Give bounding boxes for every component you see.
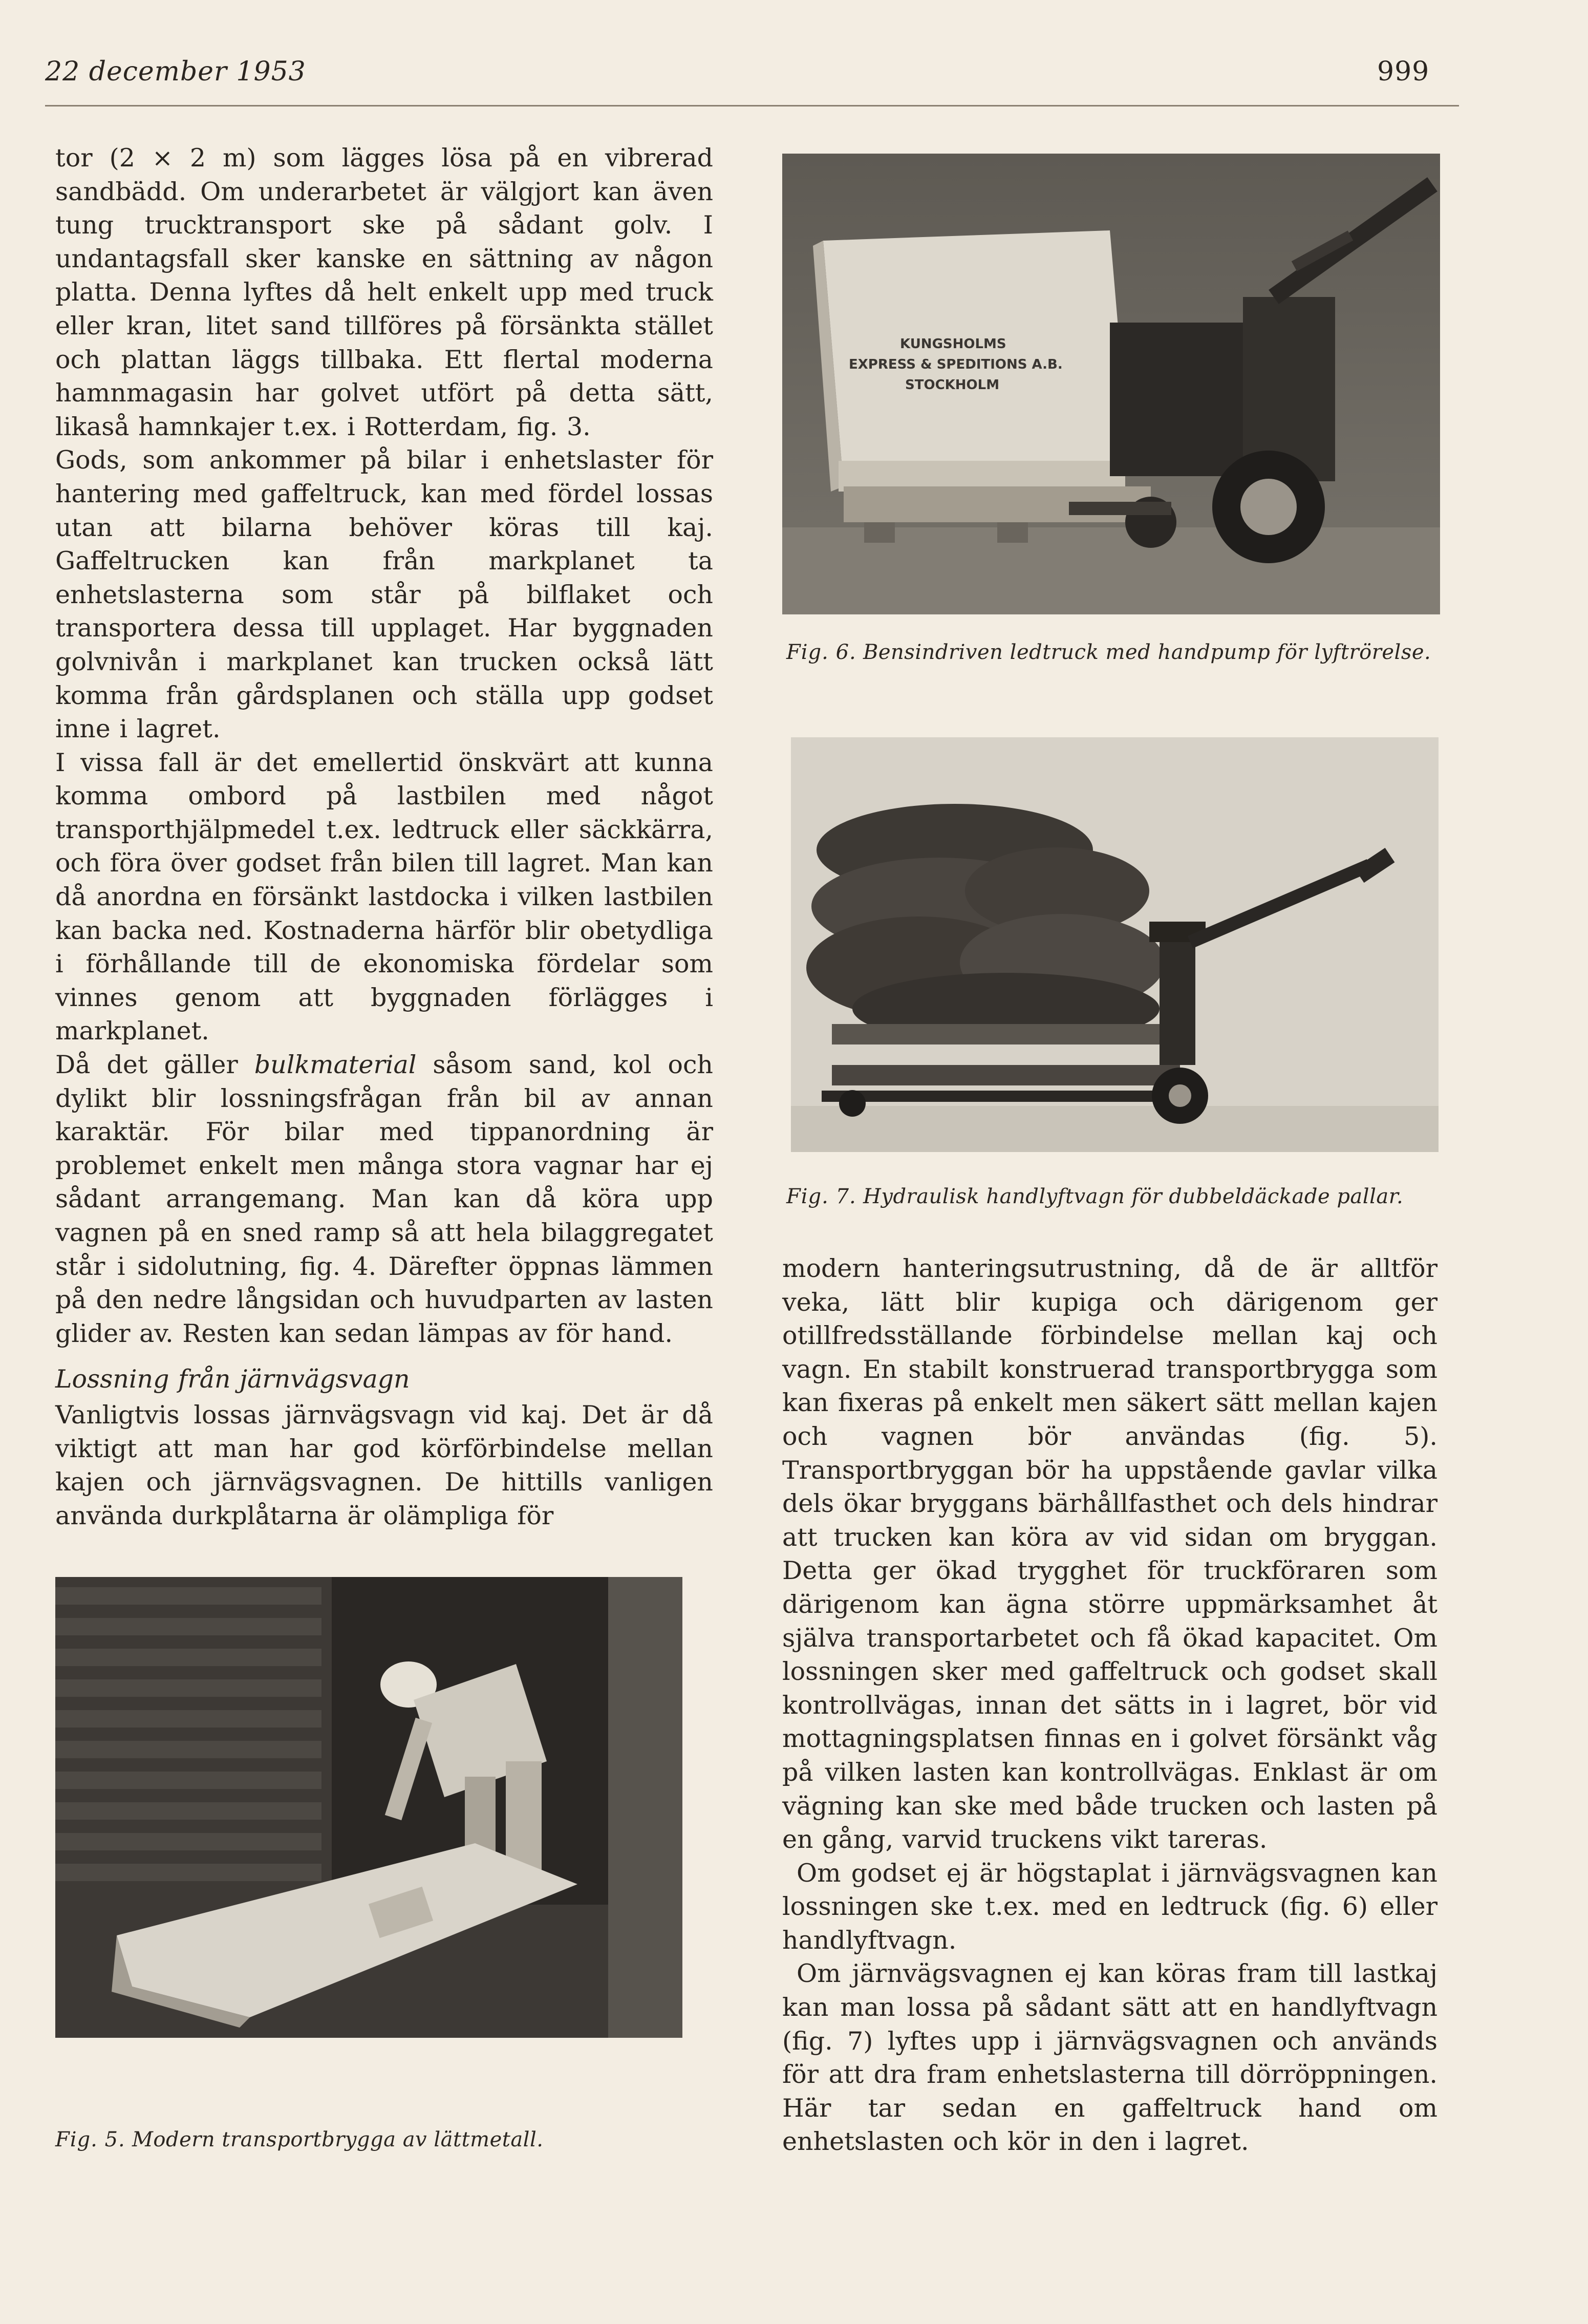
- fig6-image: [782, 154, 1440, 614]
- paragraph: tor (2 × 2 m) som lägges lösa på en vibrerad sandbädd. Om underarbetet är välgjort kan även tung trucktransport ske på sådant golv. I undantagsfall sker kanske en sättning av någon platta. Denna lyftes då helt enkelt upp med truck eller kran, litet sand tillföres på försänkta stället och plattan läggs tillbaka. Ett flertal moderna hamnmagasin har golvet utfört på detta sätt, likaså hamnkajer t.ex. i Rotterdam, fig. 3.: [55, 143, 713, 441]
- paragraph: modern hanteringsutrustning, då de är alltför veka, lätt blir kupiga och därigenom ger otillfredsställande förbindelse mellan kaj och vagn. En stabilt konstruerad transportbrygga som kan fixeras på enkelt men säkert sätt mellan kajen och vagnen bör användas (fig. 5). Transportbryggan bör ha uppstående gavlar vilka dels ökar bryggans bärhållfasthet och dels hindrar att trucken kan köra av vid sidan om bryggan. Detta ger ökad trygghet för truckföraren som därigenom kan ägna större uppmärksamhet åt själva transportarbetet och få ökad kapacitet. Om lossningen sker med gaffeltruck och godset skall kontrollvägas, innan det sätts in i lagret, bör vid mottagningsplatsen finnas en i golvet försänkt våg på vilken lasten kan kontrollvägas. Enklast är om vägning kan ske med både trucken och lasten på en gång, varvid truckens vikt tareras.: [782, 1254, 1437, 1854]
- fig7-label: Fig. 7.: [786, 1185, 856, 1208]
- fig6-caption: [786, 637, 1436, 667]
- right-column-text: [782, 1252, 1437, 2159]
- fig5-image: [55, 1577, 682, 2038]
- crate-label-line2: EXPRESS & SPEDITIONS A.B.: [849, 357, 1063, 372]
- paragraph-bulk: [55, 1048, 713, 1350]
- fig5-caption: [55, 2125, 690, 2155]
- fig5-caption-text: Modern transportbrygga av lättmetall.: [132, 2128, 544, 2151]
- fig5-label: Fig. 5.: [55, 2128, 125, 2151]
- fig6-photo: [782, 154, 1440, 614]
- fig7-caption-text: Hydraulisk handlyftvagn för dubbeldäckade pallar.: [863, 1185, 1404, 1208]
- fig7-image: [791, 737, 1439, 1152]
- fig6-label: Fig. 6.: [786, 641, 856, 664]
- bulk-term: bulkmaterial: [254, 1050, 417, 1080]
- bulk-rest: såsom sand, kol och dylikt blir lossningsfrågan från bil av annan karaktär. För bilar med tippanordning är problemet enkelt men många stora vagnar har ej sådant arrangemang. Man kan då köra upp vagnen på en sned ramp så att hela bilaggregatet står i sidolutning, fig. 4. Därefter öppnas lämmen på den nedre långsidan och huvudparten av lasten glider av. Resten kan sedan lämpas av för hand.: [55, 1050, 713, 1348]
- page-number: 999: [1377, 56, 1430, 87]
- left-column-text: [55, 141, 713, 1532]
- paragraph: Vanligtvis lossas järnvägsvagn vid kaj. Det är då viktigt att man har god körförbindelse mellan kajen och järnvägsvagnen. De hittills vanligen använda durkplåtarna är olämpliga för: [55, 1400, 713, 1530]
- header-date: 22 december 1953: [45, 56, 306, 87]
- crate-label-line1: KUNGSHOLMS: [900, 336, 1006, 352]
- paragraph: I vissa fall är det emellertid önskvärt att kunna komma ombord på lastbilen med något transporthjälpmedel t.ex. ledtruck eller säckkärra, och föra över godset från bilen till lagret. Man kan då anordna en försänkt lastdocka i vilken lastbilen kan backa ned. Kostnaderna härför blir obetydliga i förhållande till de ekonomiska fördelar som vinnes genom att byggnaden förlägges i markplanet.: [55, 748, 713, 1046]
- fig7-photo: [791, 737, 1439, 1152]
- header-rule: [45, 105, 1459, 106]
- bulk-intro: Då det gäller: [55, 1050, 254, 1080]
- paragraph: Om godset ej är högstaplat i järnvägsvagnen kan lossningen ske t.ex. med en ledtruck (fig. 6) eller handlyftvagn.: [782, 1858, 1437, 1955]
- fig5-photo: [55, 1577, 682, 2038]
- fig7-caption: [786, 1182, 1436, 1211]
- section-heading: Lossning från järnvägsvagn: [55, 1364, 410, 1394]
- crate-label-line3: STOCKHOLM: [905, 377, 1000, 393]
- paragraph: Om järnvägsvagnen ej kan köras fram till lastkaj kan man lossa på sådant sätt att en handlyftvagn (fig. 7) lyftes upp i järnvägsvagnen och används för att dra fram enhetslasterna till dörröppningen. Här tar sedan en gaffeltruck hand om enhetslasten och kör in den i lagret.: [782, 1959, 1437, 2157]
- fig6-caption-text: Bensindriven ledtruck med handpump för lyftrörelse.: [863, 641, 1431, 664]
- paragraph: Gods, som ankommer på bilar i enhetslaster för hantering med gaffeltruck, kan med fördel lossas utan att bilarna behöver köras till kaj. Gaffeltrucken kan från markplanet ta enhetslasterna som står på bilflaket och transportera dessa till upplaget. Har byggnaden golvnivån i markplanet kan trucken också lätt komma från gårdsplanen och ställa upp godset inne i lagret.: [55, 445, 713, 744]
